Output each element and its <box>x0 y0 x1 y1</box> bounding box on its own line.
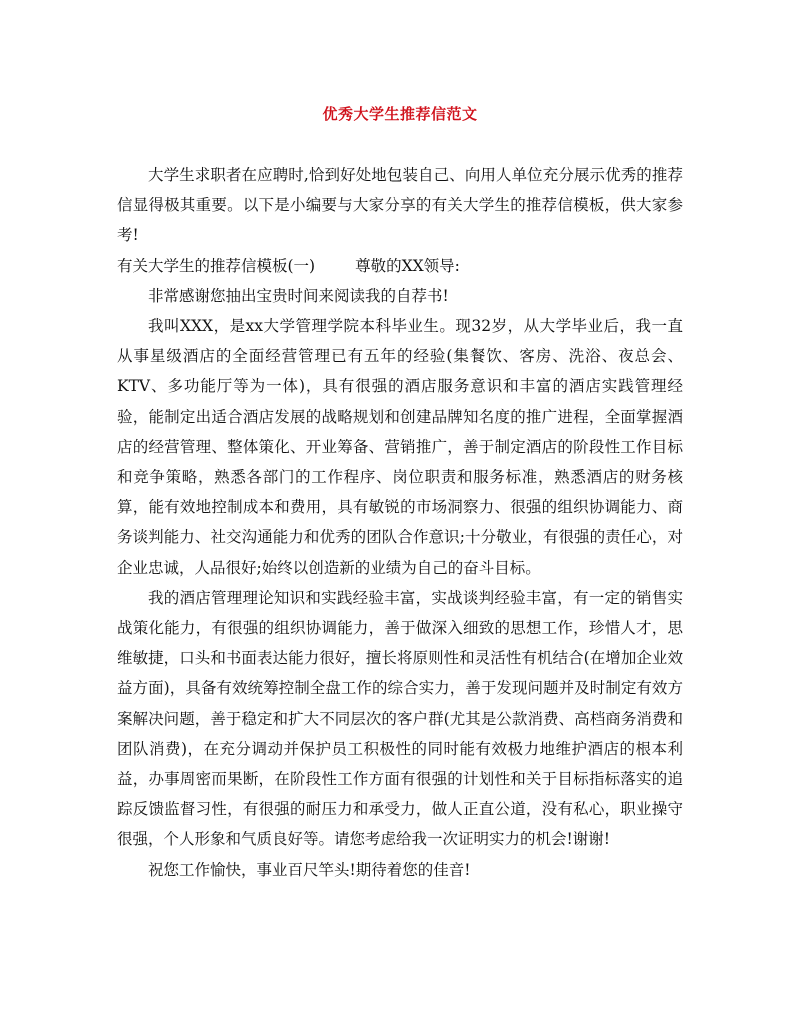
template-heading: 有关大学生的推荐信模板(一) <box>117 256 316 275</box>
template-heading-line <box>117 251 683 281</box>
body-paragraph: 我叫XXX，是xx大学管理学院本科毕业生。现32岁，从大学毕业后，我一直从事星级酒店的全面经营管理已有五年的经验(集餐饮、客房、洗浴、夜总会、KTV、多功能厅等为一体)，具有很强的酒店服务意识和丰富的酒店实践管理经验，能制定出适合酒店发展的战略规划和创建品牌知名度的推广进程，全面掌握酒店的经营管理、整体策化、开业筹备、营销推广，善于制定酒店的阶段性工作目标和竞争策略，熟悉各部门的工作程序、岗位职责和服务标准，熟悉酒店的财务核算，能有效地控制成本和费用，具有敏锐的市场洞察力、很强的组织协调能力、商务谈判能力、社交沟通能力和优秀的团队合作意识;十分敬业，有很强的责任心，对企业忠诚，人品很好;始终以创造新的业绩为自己的奋斗目标。 <box>117 317 683 577</box>
body-paragraph: 我的酒店管理理论知识和实践经验丰富，实战谈判经验丰富，有一定的销售实战策化能力，有很强的组织协调能力，善于做深入细致的思想工作，珍惜人才，思维敏捷，口头和书面表达能力很好，擅长将原则性和灵活性有机结合(在增加企业效益方面)，具备有效统筹控制全盘工作的综合实力，善于发现问题并及时制定有效方案解决问题，善于稳定和扩大不同层次的客户群(尤其是公款消费、高档商务消费和团队消费)，在充分调动并保护员工积极性的同时能有效极力地维护酒店的根本利益，办事周密而果断，在阶段性工作方面有很强的计划性和关于目标指标落实的追踪反馈监督习性，有很强的耐压力和承受力，做人正直公道，没有私心，职业操守很强，个人形象和气质良好等。请您考虑给我一次证明实力的机会!谢谢! <box>117 588 683 849</box>
closing-paragraph: 祝您工作愉快，事业百尺竿头!期待着您的佳音! <box>148 860 471 879</box>
document-body <box>117 160 683 885</box>
document-title: 优秀大学生推荐信范文 <box>322 105 478 123</box>
body-paragraph: 非常感谢您抽出宝贵时间来阅读我的自荐书! <box>148 286 449 305</box>
salutation: 尊敬的XX领导: <box>355 256 460 275</box>
intro-paragraph: 大学生求职者在应聘时,恰到好处地包装自己、向用人单位充分展示优秀的推荐信显得极其重要。以下是小编要与大家分享的有关大学生的推荐信模板，供大家参考! <box>117 166 683 245</box>
